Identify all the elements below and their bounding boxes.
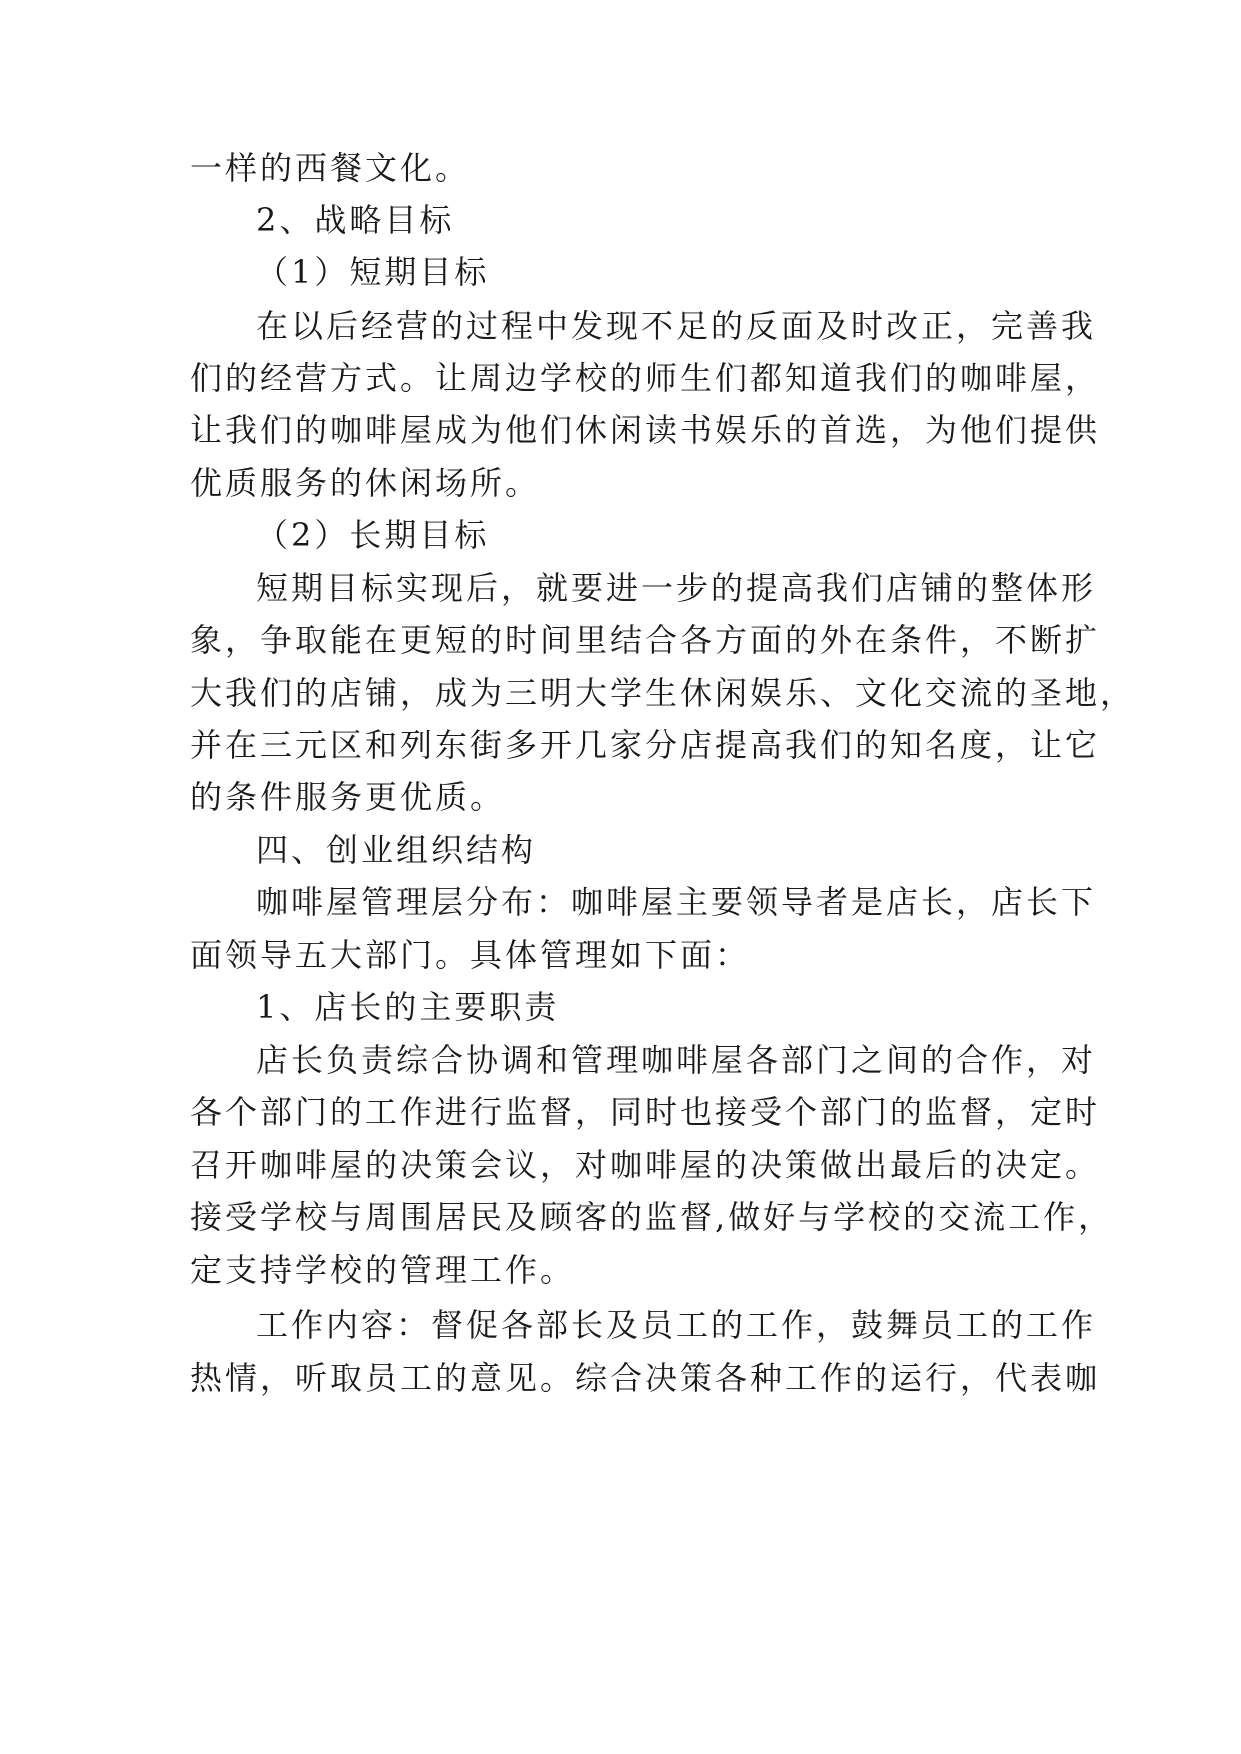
subsection-heading: （2）长期目标	[256, 516, 490, 554]
subsection-heading: （1）短期目标	[256, 253, 490, 291]
paragraph-line: 象，争取能在更短的时间里结合各方面的外在条件，不断扩	[190, 621, 1101, 659]
paragraph-line: 并在三元区和列东街多开几家分店提高我们的知名度，让它	[190, 726, 1101, 764]
paragraph-line: 召开咖啡屋的决策会议，对咖啡屋的决策做出最后的决定。	[190, 1146, 1101, 1184]
paragraph-line: 接受学校与周围居民及顾客的监督,做好与学校的交流工作，	[190, 1198, 1114, 1236]
text-line: 一样的西餐文化。	[190, 149, 471, 187]
paragraph-line: 咖啡屋管理层分布：咖啡屋主要领导者是店长，店长下	[256, 883, 1097, 921]
paragraph-line: 工作内容：督促各部长及员工的工作，鼓舞员工的工作	[256, 1306, 1097, 1344]
paragraph-line: 短期目标实现后，就要进一步的提高我们店铺的整体形	[256, 569, 1097, 607]
paragraph-line: 热情，听取员工的意见。综合决策各种工作的运行，代表咖	[190, 1359, 1101, 1397]
paragraph-line: 店长负责综合协调和管理咖啡屋各部门之间的合作，对	[256, 1041, 1097, 1079]
paragraph-line: 定支持学校的管理工作。	[190, 1251, 576, 1289]
paragraph-line: 面领导五大部门。具体管理如下面：	[190, 936, 751, 974]
paragraph-line: 大我们的店铺，成为三明大学生休闲娱乐、文化交流的圣地，	[190, 674, 1136, 712]
paragraph-line: 在以后经营的过程中发现不足的反面及时改正，完善我	[256, 307, 1097, 345]
paragraph-line: 的条件服务更优质。	[190, 778, 506, 816]
paragraph-line: 优质服务的休闲场所。	[190, 464, 541, 502]
paragraph-line: 让我们的咖啡屋成为他们休闲读书娱乐的首选，为他们提供	[190, 411, 1101, 449]
paragraph-line: 各个部门的工作进行监督，同时也接受个部门的监督，定时	[190, 1093, 1101, 1131]
section-heading: 1、店长的主要职责	[256, 988, 560, 1026]
paragraph-line: 们的经营方式。让周边学校的师生们都知道我们的咖啡屋，	[190, 359, 1101, 397]
section-heading: 四、创业组织结构	[256, 831, 537, 869]
section-heading: 2、战略目标	[256, 201, 455, 239]
